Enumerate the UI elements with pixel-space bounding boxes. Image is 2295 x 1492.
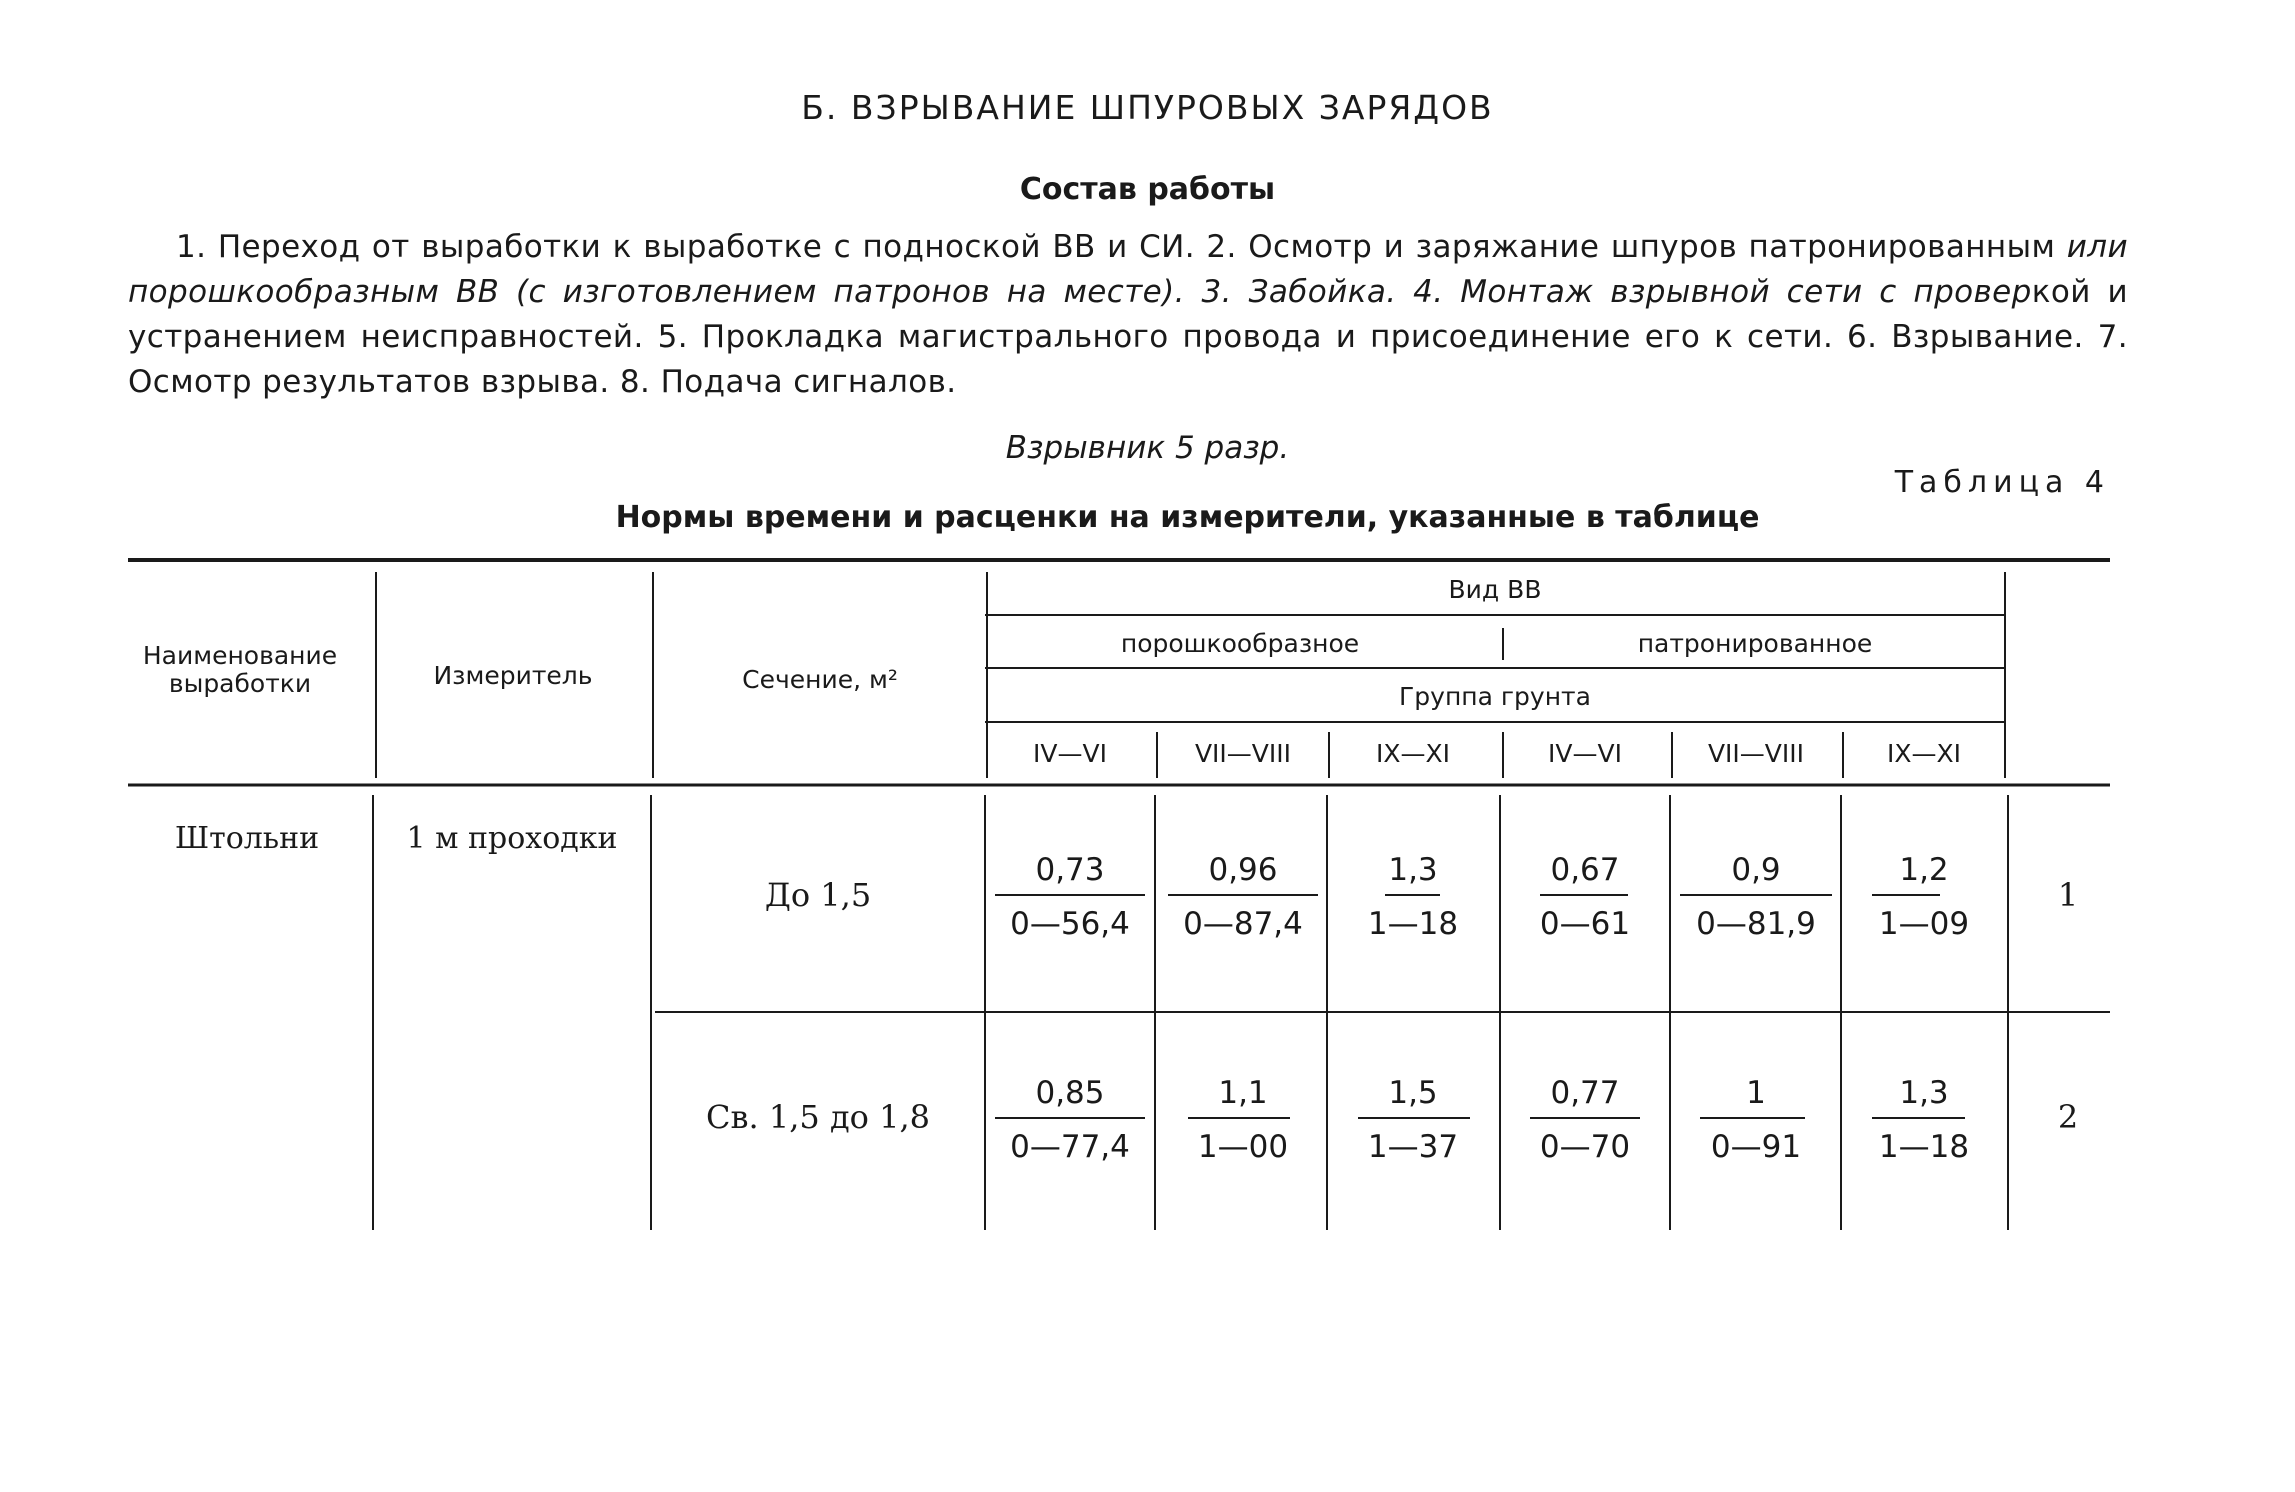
- header-section: Сечение, м²: [742, 665, 898, 694]
- table-number: Таблица 4: [1894, 465, 2110, 500]
- price-value: 1—00: [1197, 1129, 1289, 1165]
- row-index: 1: [2057, 876, 2079, 914]
- group-header-6: IX—XI: [1887, 739, 1961, 768]
- header-name-line1: Наименование: [142, 641, 338, 670]
- worker-grade: Взрывник 5 разр.: [1005, 430, 1290, 466]
- header-unit: Измеритель: [433, 661, 593, 690]
- group-header-2: VII—VIII: [1194, 739, 1292, 768]
- section-title: Б. ВЗРЫВАНИЕ ШПУРОВЫХ ЗАРЯДОВ: [801, 88, 1494, 127]
- norm-value: 0,67: [1550, 852, 1620, 888]
- header-powder: порошкообразное: [1120, 629, 1360, 658]
- price-value: 0—61: [1539, 906, 1631, 942]
- soil-group-headers: [1033, 739, 1961, 768]
- price-value: 1—18: [1367, 906, 1459, 942]
- price-value: 0—70: [1539, 1129, 1631, 1165]
- row-index: 2: [2057, 1098, 2079, 1136]
- price-value: 0—77,4: [1010, 1129, 1130, 1165]
- row-section: До 1,5: [764, 876, 872, 914]
- price-value: 1—09: [1878, 906, 1970, 942]
- norm-value: 0,96: [1208, 852, 1278, 888]
- table-title: Нормы времени и расценки на измерители, указанные в таблице: [615, 500, 1760, 535]
- price-value: 0—91: [1710, 1129, 1802, 1165]
- work-text-part-2: или порошкообразным ВВ (с изготовлением патронов на месте). 3. Забойка. 4. Монтаж взрывной сети с провер: [128, 229, 2128, 310]
- header-explosive-type: Вид ВВ: [1448, 575, 1542, 604]
- header-cartridge: патронированное: [1637, 629, 1873, 658]
- work-name: Штольни: [174, 821, 320, 856]
- price-value: 1—18: [1878, 1129, 1970, 1165]
- work-composition-heading: Состав работы: [1019, 172, 1276, 207]
- fraction-bars: [995, 895, 1965, 1118]
- work-text-part-3: кой и устранением неисправностей. 5. Прокладка магистрального провода и присоединение его к сети. 6. Взрывание. 7. Осмотр результатов взрыва. 8. Подача сигналов.: [128, 274, 2128, 400]
- norm-value: 1,3: [1899, 1075, 1949, 1111]
- header-name-line2: выработки: [168, 669, 312, 698]
- unit-value: 1 м проходки: [406, 821, 618, 856]
- norm-value: 0,85: [1035, 1075, 1105, 1111]
- norm-value: 1: [1746, 1075, 1766, 1111]
- norm-value: 0,9: [1731, 852, 1781, 888]
- norm-value: 1,2: [1899, 852, 1949, 888]
- group-header-4: IV—VI: [1548, 739, 1622, 768]
- norm-value: 1,5: [1388, 1075, 1438, 1111]
- price-value: 0—56,4: [1010, 906, 1130, 942]
- norm-value: 1,1: [1218, 1075, 1268, 1111]
- work-text-part-1: 1. Переход от выработки к выработке с подноской ВВ и СИ. 2. Осмотр и заряжание шпуров патронированным: [176, 229, 2067, 265]
- header-soil-group: Группа грунта: [1399, 682, 1591, 711]
- norm-value: 0,73: [1035, 852, 1105, 888]
- norm-value: 0,77: [1550, 1075, 1620, 1111]
- norm-value: 1,3: [1388, 852, 1438, 888]
- price-value: 0—81,9: [1696, 906, 1816, 942]
- group-header-1: IV—VI: [1033, 739, 1107, 768]
- group-header-3: IX—XI: [1376, 739, 1450, 768]
- group-header-5: VII—VIII: [1707, 739, 1805, 768]
- price-value: 1—37: [1367, 1129, 1459, 1165]
- price-value: 0—87,4: [1183, 906, 1303, 942]
- row-section: Св. 1,5 до 1,8: [706, 1098, 930, 1136]
